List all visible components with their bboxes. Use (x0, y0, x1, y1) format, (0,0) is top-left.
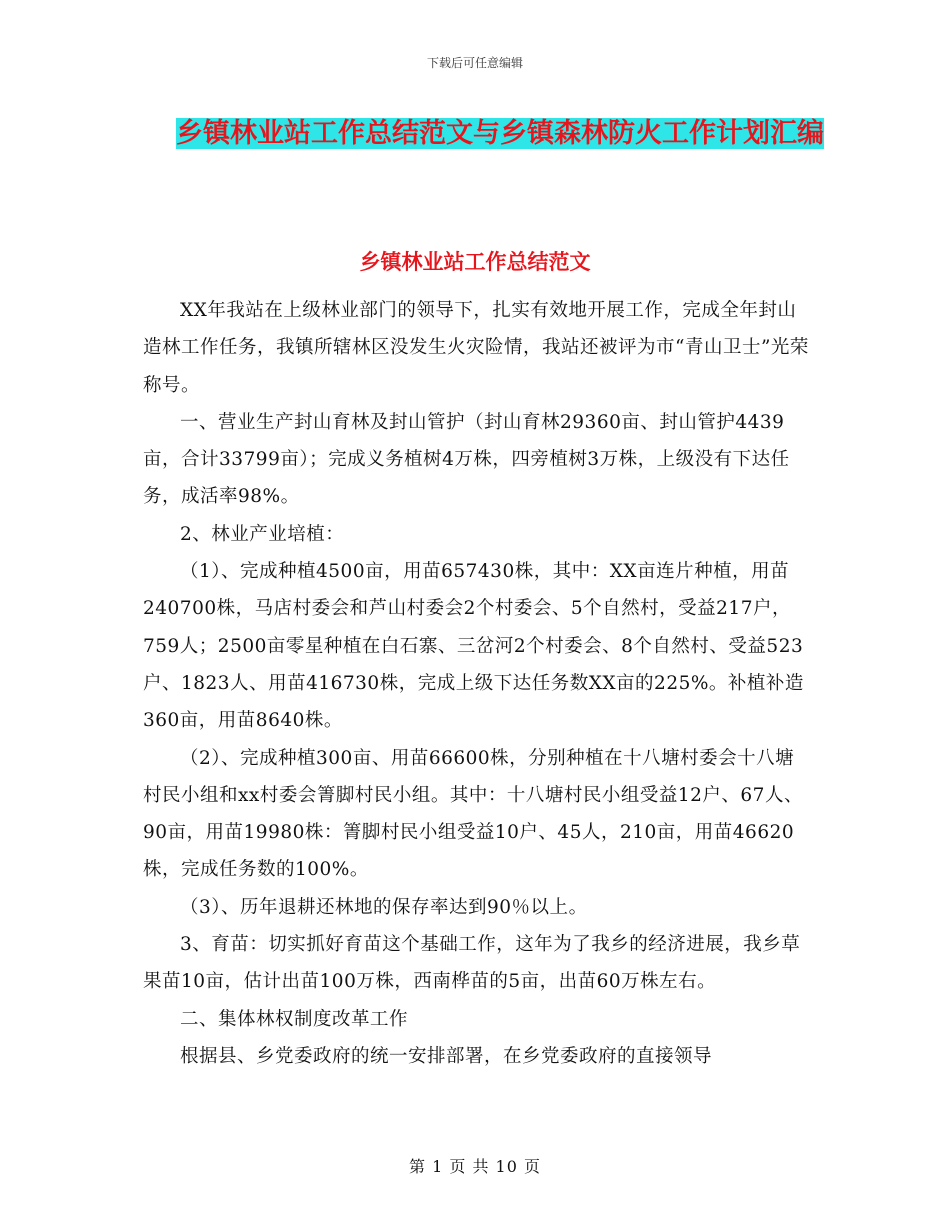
page-number: 第 1 页 共 10 页 (409, 1157, 541, 1176)
section-title: 乡镇林业站工作总结范文 (359, 250, 591, 274)
paragraph: 3、育苗：切实抓好育苗这个基础工作，这年为了我乡的经济进展，我乡草果苗10亩，估计出苗100万株，西南桦苗的5亩，出苗60万株左右。 (143, 934, 801, 993)
paragraph: 2、林业产业培植： (180, 523, 345, 545)
paragraph: （2）、完成种植300亩、用苗66600株，分别种植在十八塘村委会十八塘村民小组和xx村委会箐脚村民小组。其中：十八塘村民小组受益12户、67人、90亩，用苗19980株：箐脚村民小组受益10户、45人，210亩，用苗46620株，完成任务数的100%。 (143, 747, 803, 881)
paragraph: 根据县、乡党委政府的统一安排部署，在乡党委政府的直接领导 (180, 1045, 713, 1067)
paragraph: 一、营业生产封山育林及封山管护（封山育林29360亩、封山管护4439亩，合计33799亩）；完成义务植树4万株，四旁植树3万株，上级没有下达任务，成活率98%。 (143, 411, 790, 508)
paragraph: （3）、历年退耕还林地的保存率达到90％以上。 (180, 896, 588, 918)
document-title-text: 乡镇林业站工作总结范文与乡镇森林防火工作计划汇编 (176, 118, 824, 149)
paragraph: 二、集体林权制度改革工作 (180, 1008, 409, 1030)
header-note: 下载后可任意编辑 (426, 56, 523, 70)
paragraph: XX年我站在上级林业部门的领导下，扎实有效地开展工作，完成全年封山造林工作任务，我镇所辖林区没发生火灾险情，我站还被评为市“青山卫士”光荣称号。 (143, 300, 809, 396)
document-body (143, 292, 811, 1075)
paragraph: （1）、完成种植4500亩，用苗657430株，其中：XX亩连片种植，用苗240700株，马店村委会和芦山村委会2个村委会、5个自然村，受益217户，759人；2500亩零星种植在白石寨、三岔河2个村委会、8个自然村、受益523户、1823人、用苗416730株，完成上级下达任务数XX亩的225%。补植补造360亩，用苗8640株。 (143, 561, 804, 732)
document-title (150, 112, 850, 156)
